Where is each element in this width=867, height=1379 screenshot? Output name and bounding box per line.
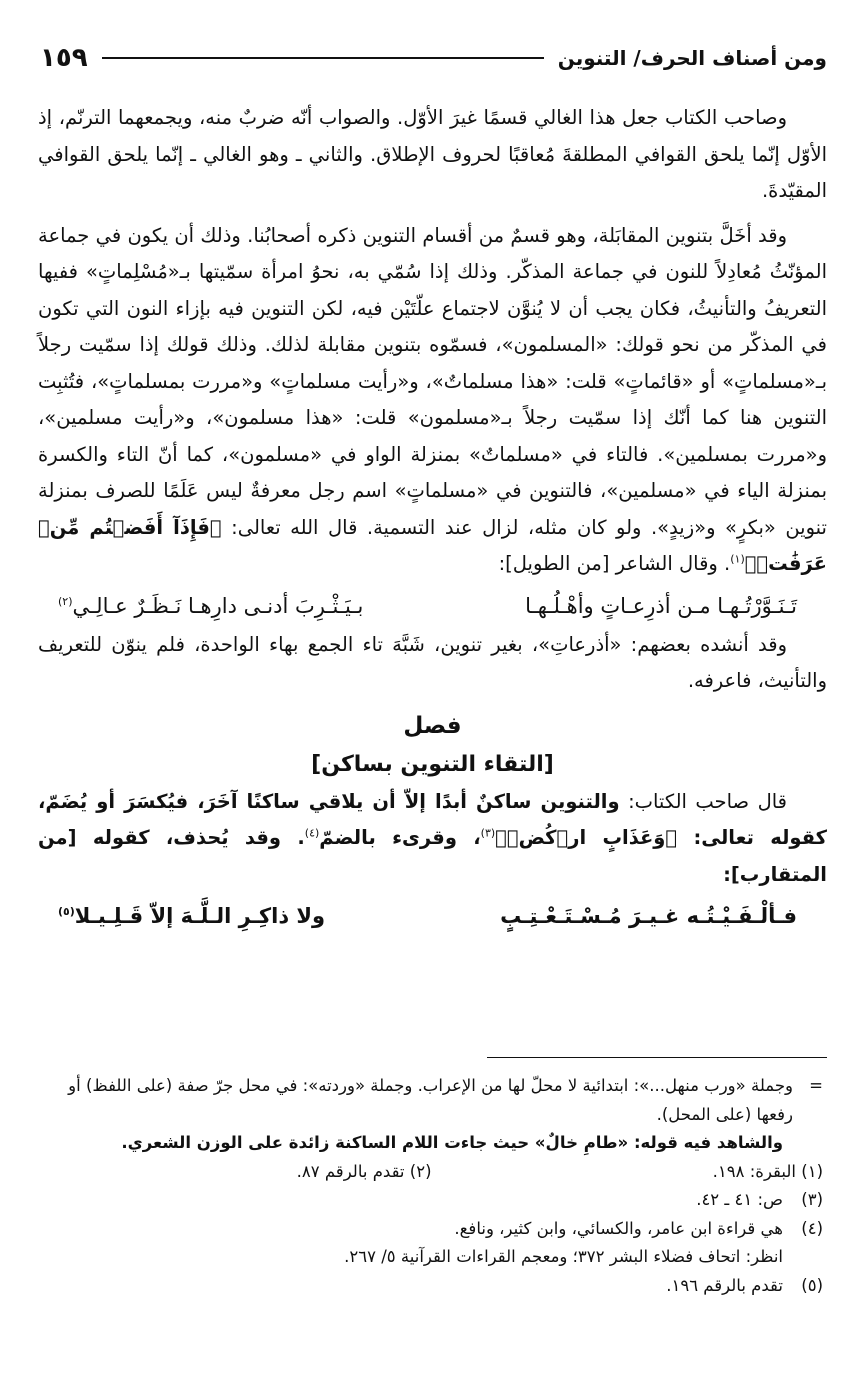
footnote-continuation [40, 1072, 823, 1129]
footnote-1-text: البقرة: ١٩٨. [712, 1161, 796, 1181]
footnote-ref-3: (٣) [480, 826, 496, 840]
chapter-title: ومن أصناف الحرف/ التنوين [557, 46, 827, 70]
footnote-3-text: ص: ٤١ ـ ٤٢. [696, 1190, 783, 1209]
paragraph-3: وقد أنشده بعضهم: «أذرعاتِ»، بغير تنوين، شَبَّهَ تاء الجمع بهاء الواحدة، فلم ينوّن للتعريف والتأنيث، فاعرفه. [38, 632, 827, 692]
section-intro: قال صاحب الكتاب: [619, 789, 787, 813]
footnote-1-2 [40, 1158, 823, 1187]
header-rule [102, 57, 544, 59]
section-paragraph [38, 784, 827, 894]
footnote-separator [487, 1057, 827, 1058]
footnote-1-number: (١) [801, 1161, 823, 1181]
verse-1 [38, 585, 827, 627]
paragraph-2 [38, 218, 827, 583]
main-text [38, 100, 827, 937]
continuation-text: وجملة «ورب منهل...»: ابتدائية لا محلّ لها من الإعراب. وجملة «وردته»: في محل جرّ صفة (على اللفظ) أو رفعها (على المحل). [68, 1076, 793, 1124]
footnotes [40, 1072, 823, 1300]
footnote-4-reference: انظر: اتحاف فضلاء البشر ٣٧٢؛ ومعجم القراءات القرآنية ٥/ ٢٦٧. [344, 1247, 783, 1266]
footnote-3-number: (٣) [801, 1190, 823, 1209]
footnote-5-text: تقدم بالرقم ١٩٦. [666, 1275, 783, 1295]
quran-quote-1: ﴿فَإِذَآ أَفَضۡتُم مِّنۡ عَرَفَٰتٖ﴾ [38, 515, 827, 575]
footnote-ref-5: (٥) [58, 905, 75, 918]
footnote-shahid [40, 1129, 823, 1158]
running-header [40, 40, 827, 76]
footnote-1 [432, 1158, 824, 1187]
section-heading: فصل [403, 712, 462, 739]
verse-1-second-text: بـيَـثْـرِبَ أدنـى دارِهـا نَـظَـرٌ عـالِـي [72, 593, 364, 618]
verse-2-second-hemistich [58, 895, 325, 937]
page-number: ١٥٩ [40, 43, 88, 73]
verse-2-first-hemistich: فـألْـفَـيْـتُـه غـيـرَ مُـسْـتَـعْـتِـبٍ [500, 904, 797, 928]
shahid-text: والشاهد فيه قوله: «طامِ خالٌ» حيث جاءت اللام الساكنة زائدة على الوزن الشعري. [121, 1133, 783, 1152]
footnote-ref-1: (١) [730, 552, 745, 566]
continuation-marker: = [809, 1076, 823, 1095]
section-bold-a: والتنوين ساكنٌ أبدًا إلاّ أن يلاقي ساكنًا آخَرَ، فيُكسَرَ أو يُضَمّ، كقوله تعالى: [38, 789, 828, 849]
footnote-2: (٢) تقدم بالرقم ٨٧. [296, 1161, 432, 1181]
footnote-4-text: هي قراءة ابن عامر، والكسائي، وابن كثير، ونافع. [454, 1218, 783, 1238]
paragraph-2-text: وقد أخَلَّ بتنوين المقابَلة، وهو قسمٌ من أقسام التنوين ذكره أصحابُنا. وذلك أن يكون في جماعة المؤنّثُ مُعادِلاً للنون في جماعة المذكّر. وذلك إذا سُمّي به، نحوُ امرأة سمّيتها بـ«مُسْلِماتٍ» ففيها التعريفُ والتأنيثُ، فكان يجب أن لا يُنوَّن لاجتماع علّتَيْن فيه، لكن التنوين فيه بإزاء النون التي تكون في المذكّر من نحو قولك: «المسلمون»، فسمّوه بتنوين مقابلة لذلك. وذلك قولك إذا سمّيت رجلاً بـ«مسلماتٍ» أو «قائماتٍ» قلت: «هذا مسلماتٌ»، و«رأيت مسلماتٍ» و«مررت بمسلماتٍ»، فتُثبِت التنوين هنا كما أنّك إذا سمّيت رجلاً بـ«مسلمون» قلت: «هذا مسلمون»، و«رأيت مسلمين»، و«مررت بمسلمين». فالتاء في «مسلماتٌ» بمنزلة الواو في «مسلمون»، كما أنّ التاء والكسرة بمنزلة الياء في «مسلمين»، فالتنوين في «مسلماتٍ» اسم رجل معرفةٌ ليس عَلَمًا للصرف بمنزلة تنوين «بكرٍ» و«زيدٍ». ولو كان مثله، لزال عند التسمية. قال الله تعالى: [38, 223, 827, 539]
footnote-ref-4: (٤) [304, 826, 320, 840]
footnote-4-number: (٤) [801, 1218, 823, 1238]
paragraph-1: وصاحب الكتاب جعل هذا الغالي قسمًا غيرَ الأوّل. والصواب أنّه ضربٌ منه، ويجمعهما الترنّم، إذ الأوّل إنّما يلحق القوافي المطلقةَ مُعاقبًا لحروف الإطلاق. والثاني ـ وهو الغالي ـ إنّما يلحق القوافي المقيّدةَ. [38, 106, 827, 202]
footnote-ref-2: (٢) [58, 594, 73, 608]
verse-1-first-hemistich: تَـنَـوَّرْتُـهـا مـن أذرِعـاتٍ وأهْـلُـهـا [525, 593, 797, 618]
footnote-4 [40, 1215, 823, 1244]
paragraph-2-tail: . وقال الشاعر [من الطويل]: [498, 552, 731, 575]
section-subheading: [التقاء التنوين بساكن] [311, 751, 554, 777]
section-bold-c: . وقد يُحذف، كقوله [من المتقارب]: [38, 826, 827, 886]
verse-1-second-hemistich [58, 585, 363, 627]
verse-2 [38, 895, 827, 937]
footnote-3 [40, 1186, 823, 1215]
quran-quote-2: ﴿وَعَذَابٍ ارۡكُضۡ﴾ [495, 826, 678, 849]
footnote-5 [40, 1272, 823, 1301]
section-bold-b: ، وقرىء بالضمّ [319, 826, 481, 849]
footnote-5-number: (٥) [801, 1275, 823, 1295]
verse-2-second-text: ولا ذاكِـرِ الـلَّـهَ إلاّ قَـلِـيـلا [74, 904, 326, 928]
